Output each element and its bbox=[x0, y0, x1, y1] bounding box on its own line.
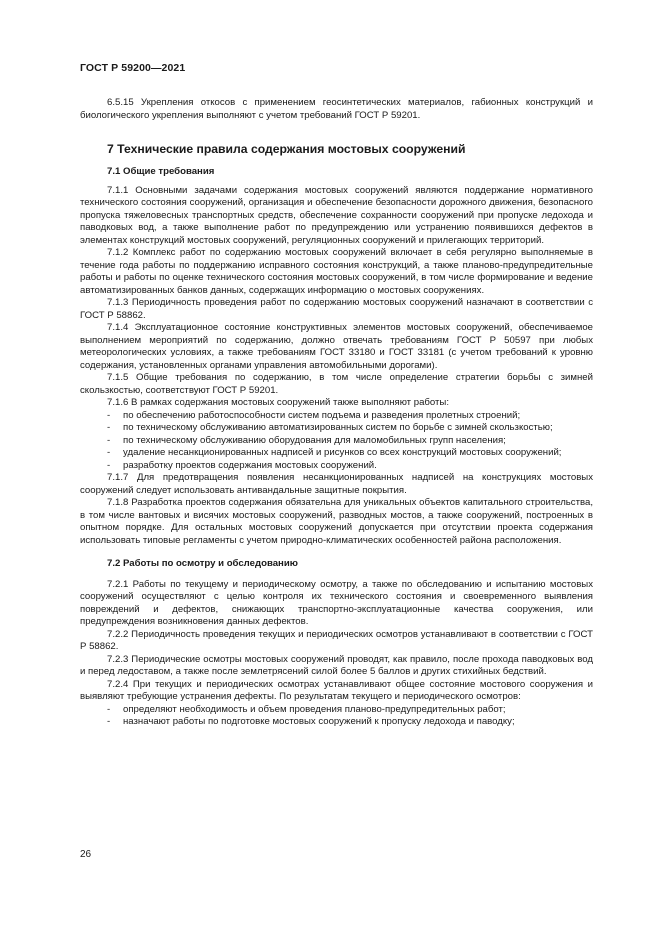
list-dash: - bbox=[107, 716, 111, 727]
paragraph-6-5-15: 6.5.15 Укрепления откосов с применением геосинтетических материалов, габионных конструкций и биологического укрепления выполняют с учетом требований ГОСТ Р 59201. bbox=[80, 97, 593, 121]
document-body bbox=[80, 97, 593, 729]
list-item: - по обеспечению работоспособности систем подъема и разведения пролетных строений; bbox=[107, 409, 521, 421]
list-item: - удаление несанкционированных надписей и рисунков со всех конструкций мостовых сооружений; bbox=[107, 447, 562, 458]
paragraph-7-1-5: 7.1.5 Общие требования по содержанию, в том числе определение стратегии борьбы с зимней скользкостью, соответствуют ГОСТ Р 59201. bbox=[80, 372, 593, 396]
paragraph-7-2-2: 7.2.2 Периодичность проведения текущих и периодических осмотров устанавливают в соответствии с ГОСТ Р 58862. bbox=[80, 628, 593, 652]
list-dash: - bbox=[107, 434, 111, 446]
subsection-title-7-2: 7.2 Работы по осмотру и обследованию bbox=[107, 558, 298, 569]
paragraph-7-1-6: 7.1.6 В рамках содержания мостовых сооружений также выполняют работы: bbox=[107, 397, 449, 408]
list-dash: - bbox=[107, 422, 111, 433]
list-dash: - bbox=[107, 447, 111, 458]
paragraph-7-1-4: 7.1.4 Эксплуатационное состояние конструктивных элементов мостовых сооружений, обеспечиваемое выполнением мероприятий по содержанию, должно отвечать требованиям ГОСТ Р 50597 при любых метеорологических условиях, а также требованиям ГОСТ 33180 и ГОСТ 33181 (с учетом требований к уровню содержания, установленных органами управления автомобильными дорогами). bbox=[80, 322, 593, 371]
paragraph-7-2-1: 7.2.1 Работы по текущему и периодическому осмотру, а также по обследованию и испытанию мостовых сооружений осуществляют с целью контроля их технического состояния и своевременного выявления повреждений и дефектов, снижающих транспортно-эксплуатационные качества сооружения, или предупреждения возникновения данных дефектов. bbox=[80, 578, 593, 627]
paragraph-7-1-8: 7.1.8 Разработка проектов содержания обязательна для уникальных объектов капитального строительства, в том числе вантовых и висячих мостовых сооружений, разводных мостов, а также сооружений, построенных в опытном порядке. Для остальных мостовых сооружений допускается при отсутствии проекта содержания использовать типовые регламенты с учетом природно-климатических особенностей района расположения. bbox=[80, 497, 593, 546]
paragraph-7-1-2: 7.1.2 Комплекс работ по содержанию мостовых сооружений включает в себя регулярно выполняемые в течение года работы по поддержанию исправного состояния конструкций, а также планово-предупредительные работы и работы по оценке технического состояния мостовых сооружений, в том числе формирование и ведение автоматизированных банков данных, содержащих информацию о мостовых сооружениях. bbox=[80, 247, 593, 296]
list-item: - назначают работы по подготовке мостовых сооружений к пропуску ледохода и паводку; bbox=[107, 716, 515, 727]
list-dash: - bbox=[107, 703, 111, 715]
page-header: ГОСТ Р 59200—2021 bbox=[80, 62, 186, 74]
paragraph-7-1-7: 7.1.7 Для предотвращения появления несанкционированных надписей на конструкциях мостовых сооружений следует использовать антивандальные защитные покрытия. bbox=[80, 472, 593, 496]
page-number: 26 bbox=[80, 849, 92, 860]
paragraph-7-1-1: 7.1.1 Основными задачами содержания мостовых сооружений являются поддержание нормативного технического состояния сооружений, организация и обеспечение безопасности дорожного движения, безопасного пропуска тяжеловесных транспортных средств, обеспечение сохранности сооружений при пропуске ледохода и паводковых вод, а также выполнение работ по предупреждению или устранению появившихся дефектов в элементах конструкций мостовых сооружений, регуляционных сооружений и прилегающих территорий. bbox=[80, 184, 593, 246]
list-dash: - bbox=[107, 459, 111, 471]
paragraph-7-2-3: 7.2.3 Периодические осмотры мостовых сооружений проводят, как правило, после прохода паводковых вод и перед ледоставом, а также после землетрясений силой более 5 баллов и других стихийных бедствий. bbox=[80, 653, 593, 677]
list-item: - разработку проектов содержания мостовых сооружений. bbox=[107, 459, 377, 471]
paragraph-7-1-3: 7.1.3 Периодичность проведения работ по содержанию мостовых сооружений назначают в соответствии с ГОСТ Р 58862. bbox=[80, 297, 593, 321]
list-item: - по техническому обслуживанию автоматизированных систем по борьбе с зимней скользкостью; bbox=[107, 422, 553, 433]
list-item: - по техническому обслуживанию оборудования для маломобильных групп населения; bbox=[107, 434, 506, 446]
paragraph-7-2-4: 7.2.4 При текущих и периодических осмотрах устанавливают общее состояние мостового сооружения и выявляют требующие устранения дефекты. По результатам текущего и периодического осмотров: bbox=[80, 678, 593, 702]
section-title: 7 Технические правила содержания мостовых сооружений bbox=[107, 142, 466, 156]
list-dash: - bbox=[107, 409, 111, 421]
subsection-title-7-1: 7.1 Общие требования bbox=[107, 166, 215, 177]
list-item: - определяют необходимость и объем проведения планово-предупредительных работ; bbox=[107, 703, 506, 715]
